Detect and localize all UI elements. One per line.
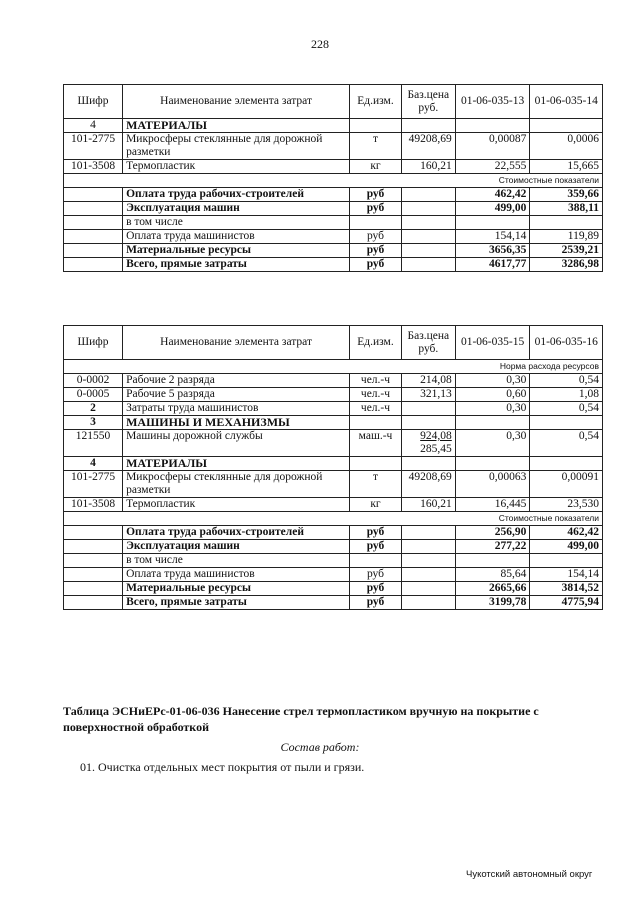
- cost-value-2: 2539,21: [530, 244, 603, 258]
- header-price: Баз.цена руб.: [401, 85, 455, 119]
- row-value-2: 0,0006: [530, 133, 603, 160]
- page-number: 228: [311, 37, 329, 51]
- row-name: Машины дорожной службы: [123, 430, 350, 457]
- cost-name: Всего, прямые затраты: [123, 258, 350, 272]
- cost-name: Материальные ресурсы: [123, 244, 350, 258]
- row-code: 101-2775: [64, 133, 123, 160]
- cost-unit: [350, 554, 402, 568]
- table-header-row: [64, 326, 603, 360]
- cost-value-2: 4775,94: [530, 596, 603, 610]
- cost-row: [64, 258, 603, 272]
- footer-region: Чукотский автономный округ: [466, 869, 593, 880]
- cost-value-2: 462,42: [530, 526, 603, 540]
- cost-name: Оплата труда рабочих-строителей: [123, 526, 350, 540]
- row-price: 321,13: [401, 388, 455, 402]
- row-unit: чел.-ч: [350, 388, 402, 402]
- header-name: Наименование элемента затрат: [123, 85, 350, 119]
- row-name: Рабочие 2 разряда: [123, 374, 350, 388]
- cost-row: [64, 526, 603, 540]
- row-value-2: 0,00091: [530, 471, 603, 498]
- section-code: 4: [64, 457, 123, 471]
- row-price-stack: [401, 430, 455, 457]
- row-name: Микросферы стеклянные для дорожной разметки: [123, 471, 350, 498]
- cost-unit: руб: [350, 568, 402, 582]
- row-price: 160,21: [401, 498, 455, 512]
- cost-row: [64, 568, 603, 582]
- section-title: МАТЕРИАЛЫ: [123, 119, 350, 133]
- header-unit: Ед.изм.: [350, 85, 402, 119]
- cost-value-2: 499,00: [530, 540, 603, 554]
- work-composition-label: Состав работ:: [280, 740, 360, 754]
- cost-row: [64, 554, 603, 568]
- cost-name: Оплата труда машинистов: [123, 568, 350, 582]
- row-value-2: 1,08: [530, 388, 603, 402]
- cost-table-1: [63, 84, 603, 272]
- table-row: [64, 388, 603, 402]
- row-name: Затраты труда машинистов: [123, 402, 350, 416]
- header-code: Шифр: [64, 85, 123, 119]
- cost-value-1: 256,90: [455, 526, 530, 540]
- cost-unit: руб: [350, 526, 402, 540]
- row-value-2: 15,665: [530, 160, 603, 174]
- cost-unit: руб: [350, 202, 402, 216]
- row-value-1: 0,60: [455, 388, 530, 402]
- row-price: 160,21: [401, 160, 455, 174]
- cost-value-1: [455, 554, 530, 568]
- cost-name: Эксплуатация машин: [123, 202, 350, 216]
- norm-label: Норма расхода ресурсов: [64, 360, 603, 374]
- table-header-row: [64, 85, 603, 119]
- cost-unit: руб: [350, 188, 402, 202]
- cost-value-2: [530, 554, 603, 568]
- cost-row: [64, 202, 603, 216]
- row-code: 101-2775: [64, 471, 123, 498]
- cost-value-1: [455, 216, 530, 230]
- cost-value-1: 85,64: [455, 568, 530, 582]
- row-code: 2: [64, 402, 123, 416]
- cost-value-1: 462,42: [455, 188, 530, 202]
- section-row-machines: [64, 416, 603, 430]
- cost-row: [64, 244, 603, 258]
- row-value-2: 23,530: [530, 498, 603, 512]
- row-value-2: 0,54: [530, 374, 603, 388]
- row-unit: т: [350, 133, 402, 160]
- row-value-1: 0,30: [455, 430, 530, 457]
- cost-indicators-header: [64, 512, 603, 526]
- header-price: Баз.цена руб.: [401, 326, 455, 360]
- cost-value-1: 277,22: [455, 540, 530, 554]
- cost-value-2: [530, 216, 603, 230]
- row-price: 924,08: [420, 430, 452, 442]
- cost-unit: руб: [350, 540, 402, 554]
- cost-value-2: 388,11: [530, 202, 603, 216]
- row-code: 101-3508: [64, 160, 123, 174]
- row-value-1: 0,30: [455, 402, 530, 416]
- section-title: МАТЕРИАЛЫ: [123, 457, 350, 471]
- cost-value-2: 3814,52: [530, 582, 603, 596]
- cost-row: [64, 230, 603, 244]
- table-row: [64, 430, 603, 457]
- cost-name: в том числе: [123, 216, 350, 230]
- cost-name: Материальные ресурсы: [123, 582, 350, 596]
- section-title: МАШИНЫ И МЕХАНИЗМЫ: [123, 416, 350, 430]
- cost-name: Оплата труда машинистов: [123, 230, 350, 244]
- cost-indicators-label: Стоимостные показатели: [64, 512, 603, 526]
- row-price: 214,08: [401, 374, 455, 388]
- cost-name: Оплата труда рабочих-строителей: [123, 188, 350, 202]
- cost-indicators-label: Стоимостные показатели: [64, 174, 603, 188]
- table-row: [64, 498, 603, 512]
- table-row: [64, 374, 603, 388]
- row-unit: маш.-ч: [350, 430, 402, 457]
- cost-row: [64, 216, 603, 230]
- cost-row: [64, 582, 603, 596]
- row-code: 0-0005: [64, 388, 123, 402]
- row-value-1: 0,30: [455, 374, 530, 388]
- table-row: [64, 133, 603, 160]
- header-col1: 01-06-035-13: [455, 85, 530, 119]
- row-unit: чел.-ч: [350, 402, 402, 416]
- row-code: 121550: [64, 430, 123, 457]
- cost-value-1: 499,00: [455, 202, 530, 216]
- row-name: Термопластик: [123, 160, 350, 174]
- section-row-materials: [64, 457, 603, 471]
- cost-unit: руб: [350, 244, 402, 258]
- cost-value-1: 154,14: [455, 230, 530, 244]
- row-price: 49208,69: [401, 471, 455, 498]
- cost-value-2: 359,66: [530, 188, 603, 202]
- row-value-1: 0,00087: [455, 133, 530, 160]
- norm-header: [64, 360, 603, 374]
- row-price: 49208,69: [401, 133, 455, 160]
- table-row-machinist-labor: [64, 402, 603, 416]
- cost-value-2: 119,89: [530, 230, 603, 244]
- table-row: [64, 471, 603, 498]
- row-name: Термопластик: [123, 498, 350, 512]
- header-name: Наименование элемента затрат: [123, 326, 350, 360]
- row-unit: кг: [350, 160, 402, 174]
- section-row-materials: [64, 119, 603, 133]
- cost-value-1: 2665,66: [455, 582, 530, 596]
- cost-name: Всего, прямые затраты: [123, 596, 350, 610]
- cost-row: [64, 188, 603, 202]
- cost-unit: руб: [350, 258, 402, 272]
- cost-row: [64, 540, 603, 554]
- cost-value-2: 154,14: [530, 568, 603, 582]
- header-col1: 01-06-035-15: [455, 326, 530, 360]
- header-code: Шифр: [64, 326, 123, 360]
- section-code: 3: [64, 416, 123, 430]
- row-code: 0-0002: [64, 374, 123, 388]
- row-value-1: 16,445: [455, 498, 530, 512]
- row-value-1: 0,00063: [455, 471, 530, 498]
- header-col2: 01-06-035-14: [530, 85, 603, 119]
- cost-value-1: 3656,35: [455, 244, 530, 258]
- row-unit: кг: [350, 498, 402, 512]
- row-name: Рабочие 5 разряда: [123, 388, 350, 402]
- cost-name: Эксплуатация машин: [123, 540, 350, 554]
- row-unit: т: [350, 471, 402, 498]
- row-value-2: 0,54: [530, 402, 603, 416]
- header-col2: 01-06-035-16: [530, 326, 603, 360]
- cost-value-2: 3286,98: [530, 258, 603, 272]
- row-price-machinist: 285,45: [420, 443, 452, 455]
- cost-unit: [350, 216, 402, 230]
- cost-unit: руб: [350, 596, 402, 610]
- row-code: 101-3508: [64, 498, 123, 512]
- table-title: Таблица ЭСНиЕРс-01-06-036 Нанесение стрел термопластиком вручную на покрытие с поверхностной обработкой: [63, 704, 539, 734]
- cost-value-1: 3199,78: [455, 596, 530, 610]
- row-value-1: 22,555: [455, 160, 530, 174]
- row-name: Микросферы стеклянные для дорожной разметки: [123, 133, 350, 160]
- table-row: [64, 160, 603, 174]
- work-step: 01. Очистка отдельных мест покрытия от пыли и грязи.: [80, 760, 365, 774]
- row-value-2: 0,54: [530, 430, 603, 457]
- cost-table-2: [63, 325, 603, 610]
- cost-name: в том числе: [123, 554, 350, 568]
- cost-unit: руб: [350, 230, 402, 244]
- cost-unit: руб: [350, 582, 402, 596]
- cost-indicators-header: [64, 174, 603, 188]
- header-unit: Ед.изм.: [350, 326, 402, 360]
- section-code: 4: [64, 119, 123, 133]
- cost-value-1: 4617,77: [455, 258, 530, 272]
- row-unit: чел.-ч: [350, 374, 402, 388]
- cost-row: [64, 596, 603, 610]
